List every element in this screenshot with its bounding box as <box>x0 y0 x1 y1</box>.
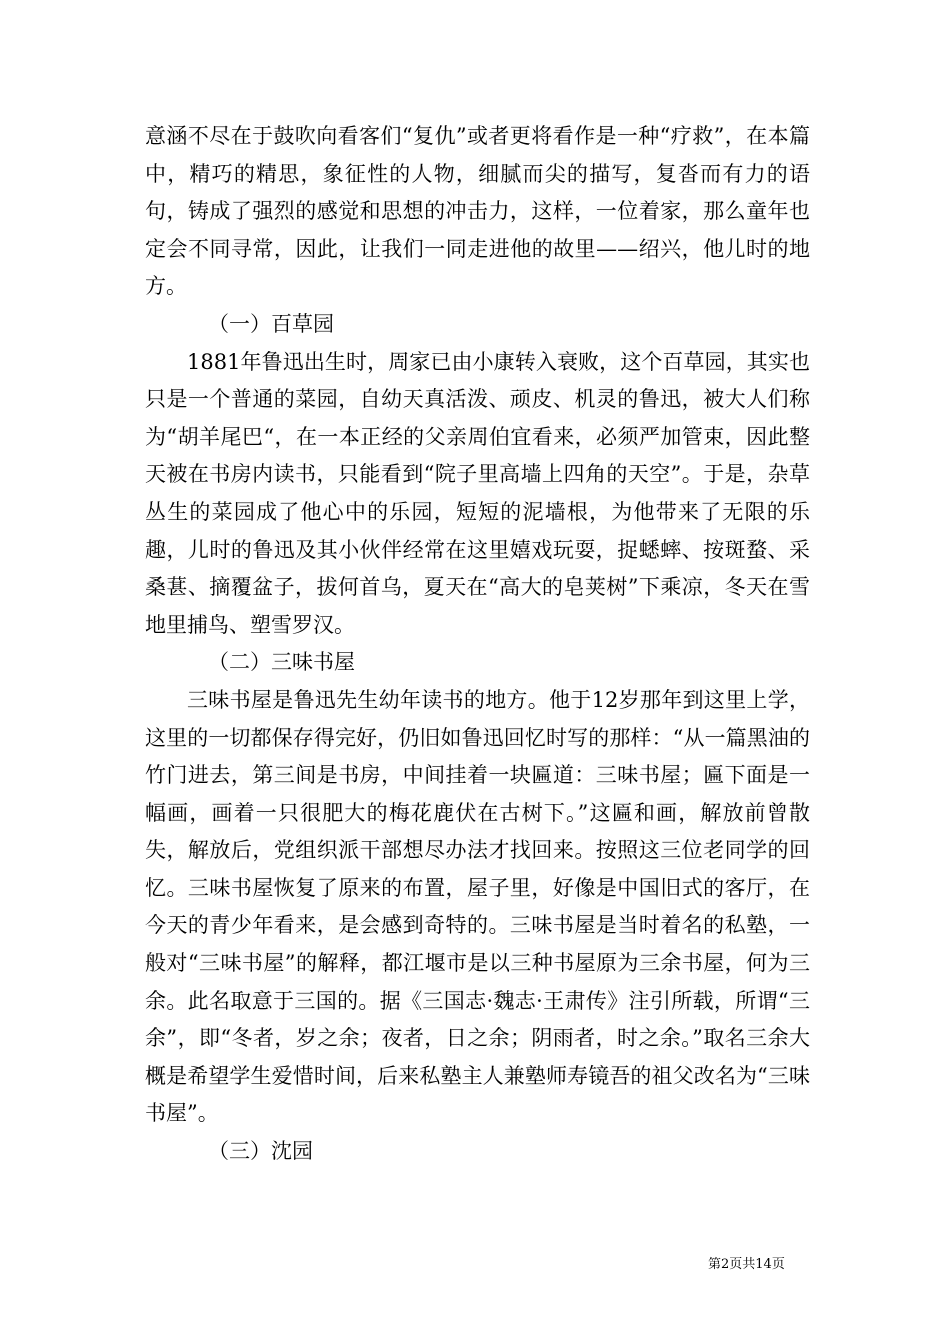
paragraph-continued: 意涵不尽在于鼓吹向看客们“复仇”或者更将看作是一种“疗救”，在本篇中，精巧的精思，象征性的人物，细腻而尖的描写，复沓而有力的语句，铸成了强烈的感觉和思想的冲击力，这样，一位着家，那么童年也定会不同寻常，因此，让我们一同走进他的故里——绍兴，他儿时的地方。 <box>145 124 810 299</box>
section-heading-sanweishuwu: （二）三味书屋 <box>208 650 355 675</box>
section-heading-baicaoyuan: （一）百草园 <box>208 311 334 336</box>
page-number-footer: 第2页共14页 <box>708 1257 785 1272</box>
paragraph-sanweishuwu: 三味书屋是鲁迅先生幼年读书的地方。他于12岁那年到这里上学，这里的一切都保存得完好，仍旧如鲁迅回忆时写的那样：“从一篇黑油的竹门进去，第三间是书房，中间挂着一块匾道：三味书屋；匾下面是一幅画，画着一只很肥大的梅花鹿伏在古树下。”这匾和画，解放前曾散失，解放后，党组织派干部想尽办法才找回来。按照这三位老同学的回忆。三味书屋恢复了原来的布置，屋子里，好像是中国旧式的客厅，在今天的青少年看来，是会感到奇特的。三味书屋是当时着名的私塾，一般对“三味书屋”的解释，都江堰市是以三种书屋原为三余书屋，何为三余。此名取意于三国的。据《三国志·魏志·王肃传》注引所载，所谓“三余”，即“冬者，岁之余；夜者，日之余；阴雨者，时之余。”取名三余大概是希望学生爱惜时间，后来私塾主人兼塾师寿镜吾的祖父改名为“三味书屋”。 <box>145 687 810 1126</box>
paragraph-baicaoyuan: 1881年鲁迅出生时，周家已由小康转入衰败，这个百草园，其实也只是一个普通的菜园，自幼天真活泼、顽皮、机灵的鲁迅，被大人们称为“胡羊尾巴“，在一本正经的父亲周伯宜看来，必须严加管束，因此整天被在书房内读书，只能看到“院子里高墙上四角的天空”。于是，杂草丛生的菜园成了他心中的乐园，短短的泥墙根，为他带来了无限的乐趣，儿时的鲁迅及其小伙伴经常在这里嬉戏玩耍，捉蟋蟀、按斑蝥、采桑葚、摘覆盆子，拔何首乌，夏天在“高大的皂荚树”下乘凉，冬天在雪地里捕鸟、塑雪罗汉。 <box>145 349 810 637</box>
body-text <box>145 118 810 1171</box>
section-heading-shenyuan: （三）沈园 <box>208 1139 313 1164</box>
